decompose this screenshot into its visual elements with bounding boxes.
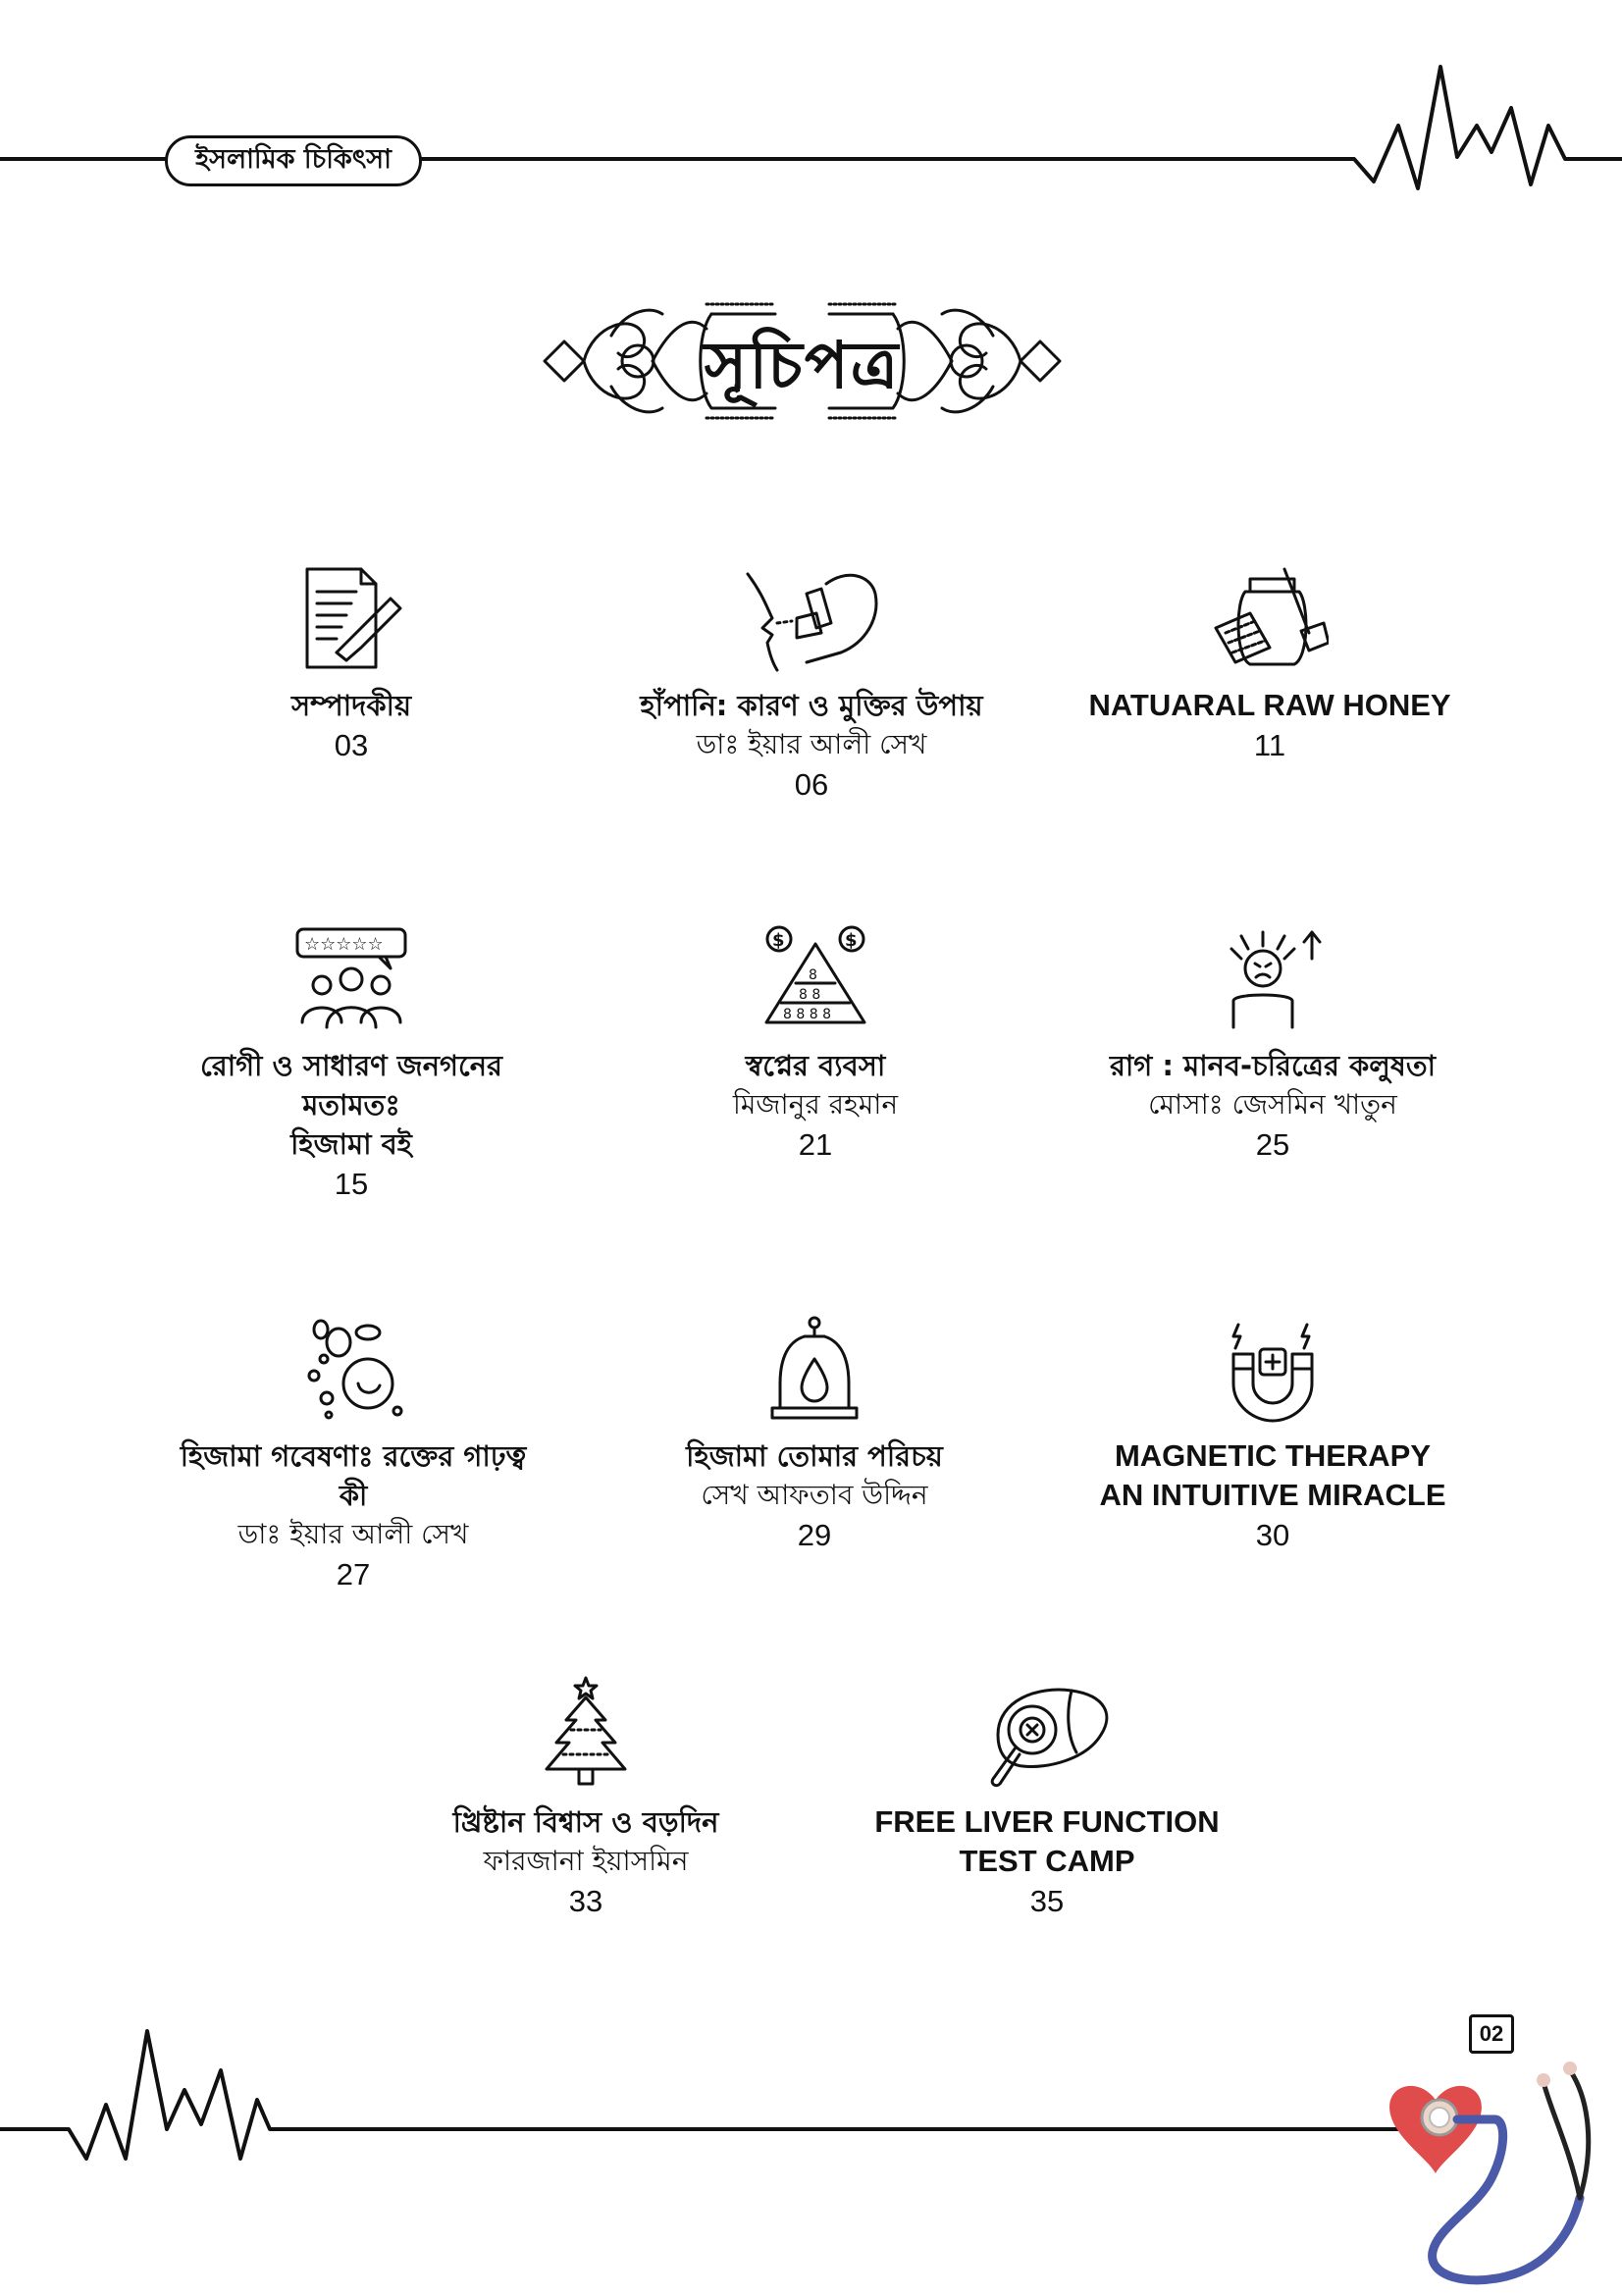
toc-item[interactable] <box>147 1315 559 1595</box>
svg-text:8: 8 <box>809 967 817 983</box>
toc-item[interactable] <box>1067 924 1479 1166</box>
item-page: 27 <box>336 1557 371 1592</box>
item-title: সম্পাদকীয় <box>290 689 412 722</box>
liver-test-icon <box>978 1676 1116 1789</box>
cupping-cup-icon <box>760 1315 868 1423</box>
magazine-name: ইসলামিক চিকিৎসা <box>195 143 392 175</box>
item-title: NATUARAL RAW HONEY <box>1088 688 1451 722</box>
item-title: খ্রিষ্টান বিশ্বাস ও বড়দিন <box>452 1805 719 1839</box>
item-author: মিজানুর রহমান <box>732 1088 899 1121</box>
toc-item[interactable] <box>145 924 557 1205</box>
toc-item[interactable] <box>1067 1315 1479 1556</box>
toc-item[interactable] <box>145 564 557 766</box>
stethoscope-heart-icon <box>1379 2041 1622 2296</box>
toc-item[interactable] <box>380 1676 792 1922</box>
item-title: স্বপ্নের ব্যবসা <box>745 1049 886 1082</box>
toc-item[interactable] <box>605 564 1018 806</box>
angry-person-icon <box>1214 924 1332 1032</box>
item-title: রোগী ও সাধারণ জনগনের মতামতঃ হিজামা বই <box>200 1049 502 1161</box>
svg-text:☆☆☆☆☆: ☆☆☆☆☆ <box>304 934 384 955</box>
item-page: 11 <box>1253 728 1286 762</box>
item-title: রাগ : মানব-চরিত্রের কলুষতা <box>1109 1049 1437 1082</box>
customer-review-icon <box>292 924 410 1032</box>
pyramid-scheme-icon <box>761 924 869 1032</box>
item-title: FREE LIVER FUNCTION TEST CAMP <box>874 1804 1220 1878</box>
toc-item[interactable] <box>609 924 1021 1166</box>
item-title: হিজামা গবেষণাঃ রক্তের গাঢ়ত্ব কী <box>180 1439 527 1512</box>
item-page: 29 <box>797 1518 832 1552</box>
svg-text:8 8 8 8: 8 8 8 8 <box>783 1007 831 1022</box>
item-author: ফারজানা ইয়াসমিন <box>483 1845 689 1877</box>
item-author: ডাঃ ইয়ার আলী সেখ <box>237 1518 469 1550</box>
magnet-icon <box>1219 1315 1327 1423</box>
inhaler-icon <box>738 564 885 672</box>
document-pen-icon <box>297 564 405 672</box>
item-page: 21 <box>798 1127 833 1162</box>
christmas-tree-icon <box>532 1676 640 1789</box>
item-page: 15 <box>334 1167 369 1201</box>
toc-item[interactable] <box>1064 564 1476 766</box>
blood-cells-icon <box>299 1315 407 1423</box>
svg-text:$: $ <box>772 930 785 951</box>
toc-title: সূচিপত্র <box>704 328 901 403</box>
svg-text:$: $ <box>845 930 858 951</box>
toc-item[interactable] <box>841 1676 1253 1922</box>
honey-jar-icon <box>1211 564 1329 672</box>
item-author: মোসাঃ জেসমিন খাতুন <box>1148 1088 1397 1121</box>
magazine-name-badge <box>165 135 422 186</box>
item-page: 35 <box>1029 1884 1065 1918</box>
item-title: হাঁপানি: কারণ ও মুক্তির উপায় <box>640 689 983 722</box>
item-title: MAGNETIC THERAPY AN INTUITIVE MIRACLE <box>1099 1438 1446 1512</box>
toc-title-ornament <box>535 275 1070 442</box>
item-page: 33 <box>568 1884 603 1918</box>
item-page: 06 <box>794 767 829 802</box>
item-author: ডাঃ ইয়ার আলী সেখ <box>696 728 927 760</box>
item-page: 25 <box>1255 1127 1290 1162</box>
item-author: সেখ আফতাব উদ্দিন <box>701 1479 928 1511</box>
page-number: 02 <box>1479 2021 1504 2046</box>
item-page: 30 <box>1255 1518 1290 1552</box>
item-title: হিজামা তোমার পরিচয় <box>686 1439 943 1473</box>
svg-text:8 8: 8 8 <box>799 987 821 1003</box>
toc-item[interactable] <box>608 1315 1020 1556</box>
item-page: 03 <box>334 728 369 762</box>
